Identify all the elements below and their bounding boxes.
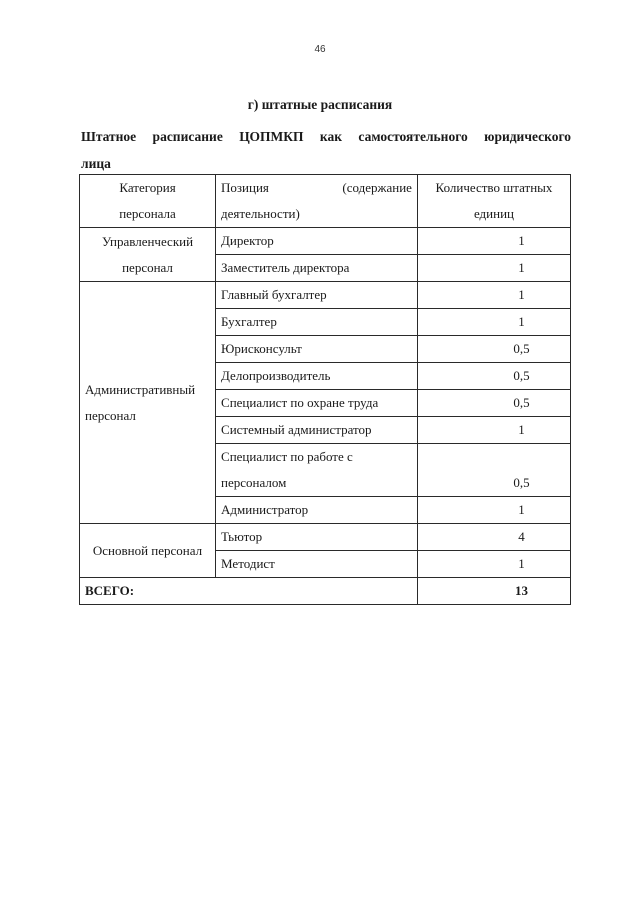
count-cell: 1 — [417, 282, 570, 309]
position-cell: Делопроизводитель — [216, 363, 418, 390]
count-cell: 0,5 — [417, 363, 570, 390]
category-line: Управленческий — [101, 233, 194, 249]
position-cell: Заместитель директора — [216, 255, 418, 282]
page-number: 46 — [314, 44, 326, 55]
header-count — [417, 175, 570, 228]
count-cell: 1 — [417, 309, 570, 336]
position-cell: Директор — [216, 228, 418, 255]
position-cell — [216, 444, 418, 497]
category-line: Административный — [85, 381, 196, 397]
position-cell: Бухгалтер — [216, 309, 418, 336]
count-cell: 0,5 — [417, 444, 570, 497]
category-management — [80, 228, 216, 282]
category-line: персонал — [122, 259, 173, 275]
document-title-continuation: лица — [81, 156, 111, 171]
header-category-line: персонала — [119, 206, 176, 221]
header-position-line: деятельности) — [221, 206, 300, 221]
header-count-line: Количество штатных — [435, 180, 553, 195]
count-cell: 1 — [417, 255, 570, 282]
count-cell: 4 — [417, 524, 570, 551]
position-cell: Специалист по охране труда — [216, 390, 418, 417]
position-cell: Юрисконсульт — [216, 336, 418, 363]
staff-schedule-table — [79, 174, 571, 605]
header-category — [80, 175, 216, 228]
position-cell: Администратор — [216, 497, 418, 524]
count-cell: 1 — [417, 551, 570, 578]
position-line: персоналом — [221, 475, 287, 490]
count-cell: 0,5 — [417, 390, 570, 417]
header-category-line: Категория — [119, 180, 176, 195]
table-row — [80, 524, 571, 551]
count-cell: 0,5 — [417, 336, 570, 363]
header-position — [216, 175, 418, 228]
category-line: персонал — [85, 407, 136, 423]
category-core — [80, 524, 216, 578]
position-cell: Системный администратор — [216, 417, 418, 444]
total-value: 13 — [417, 578, 570, 605]
position-cell: Тьютор — [216, 524, 418, 551]
count-cell: 1 — [417, 497, 570, 524]
section-heading: г) штатные расписания — [247, 97, 393, 112]
document-title: Штатное расписание ЦОПМКП как самостоятельного юридического — [81, 129, 571, 144]
header-position-line: Позиция (содержание — [221, 180, 412, 195]
header-count-line: единиц — [473, 206, 514, 221]
position-line: Специалист по работе с — [221, 449, 353, 464]
category-line: Основной персонал — [92, 542, 203, 558]
table-header-row — [80, 175, 571, 228]
table-row — [80, 282, 571, 309]
table-row — [80, 228, 571, 255]
count-cell: 1 — [417, 417, 570, 444]
category-administrative — [80, 282, 216, 524]
total-row — [80, 578, 571, 605]
total-label: ВСЕГО: — [80, 578, 418, 605]
count-cell: 1 — [417, 228, 570, 255]
position-cell: Методист — [216, 551, 418, 578]
position-cell: Главный бухгалтер — [216, 282, 418, 309]
